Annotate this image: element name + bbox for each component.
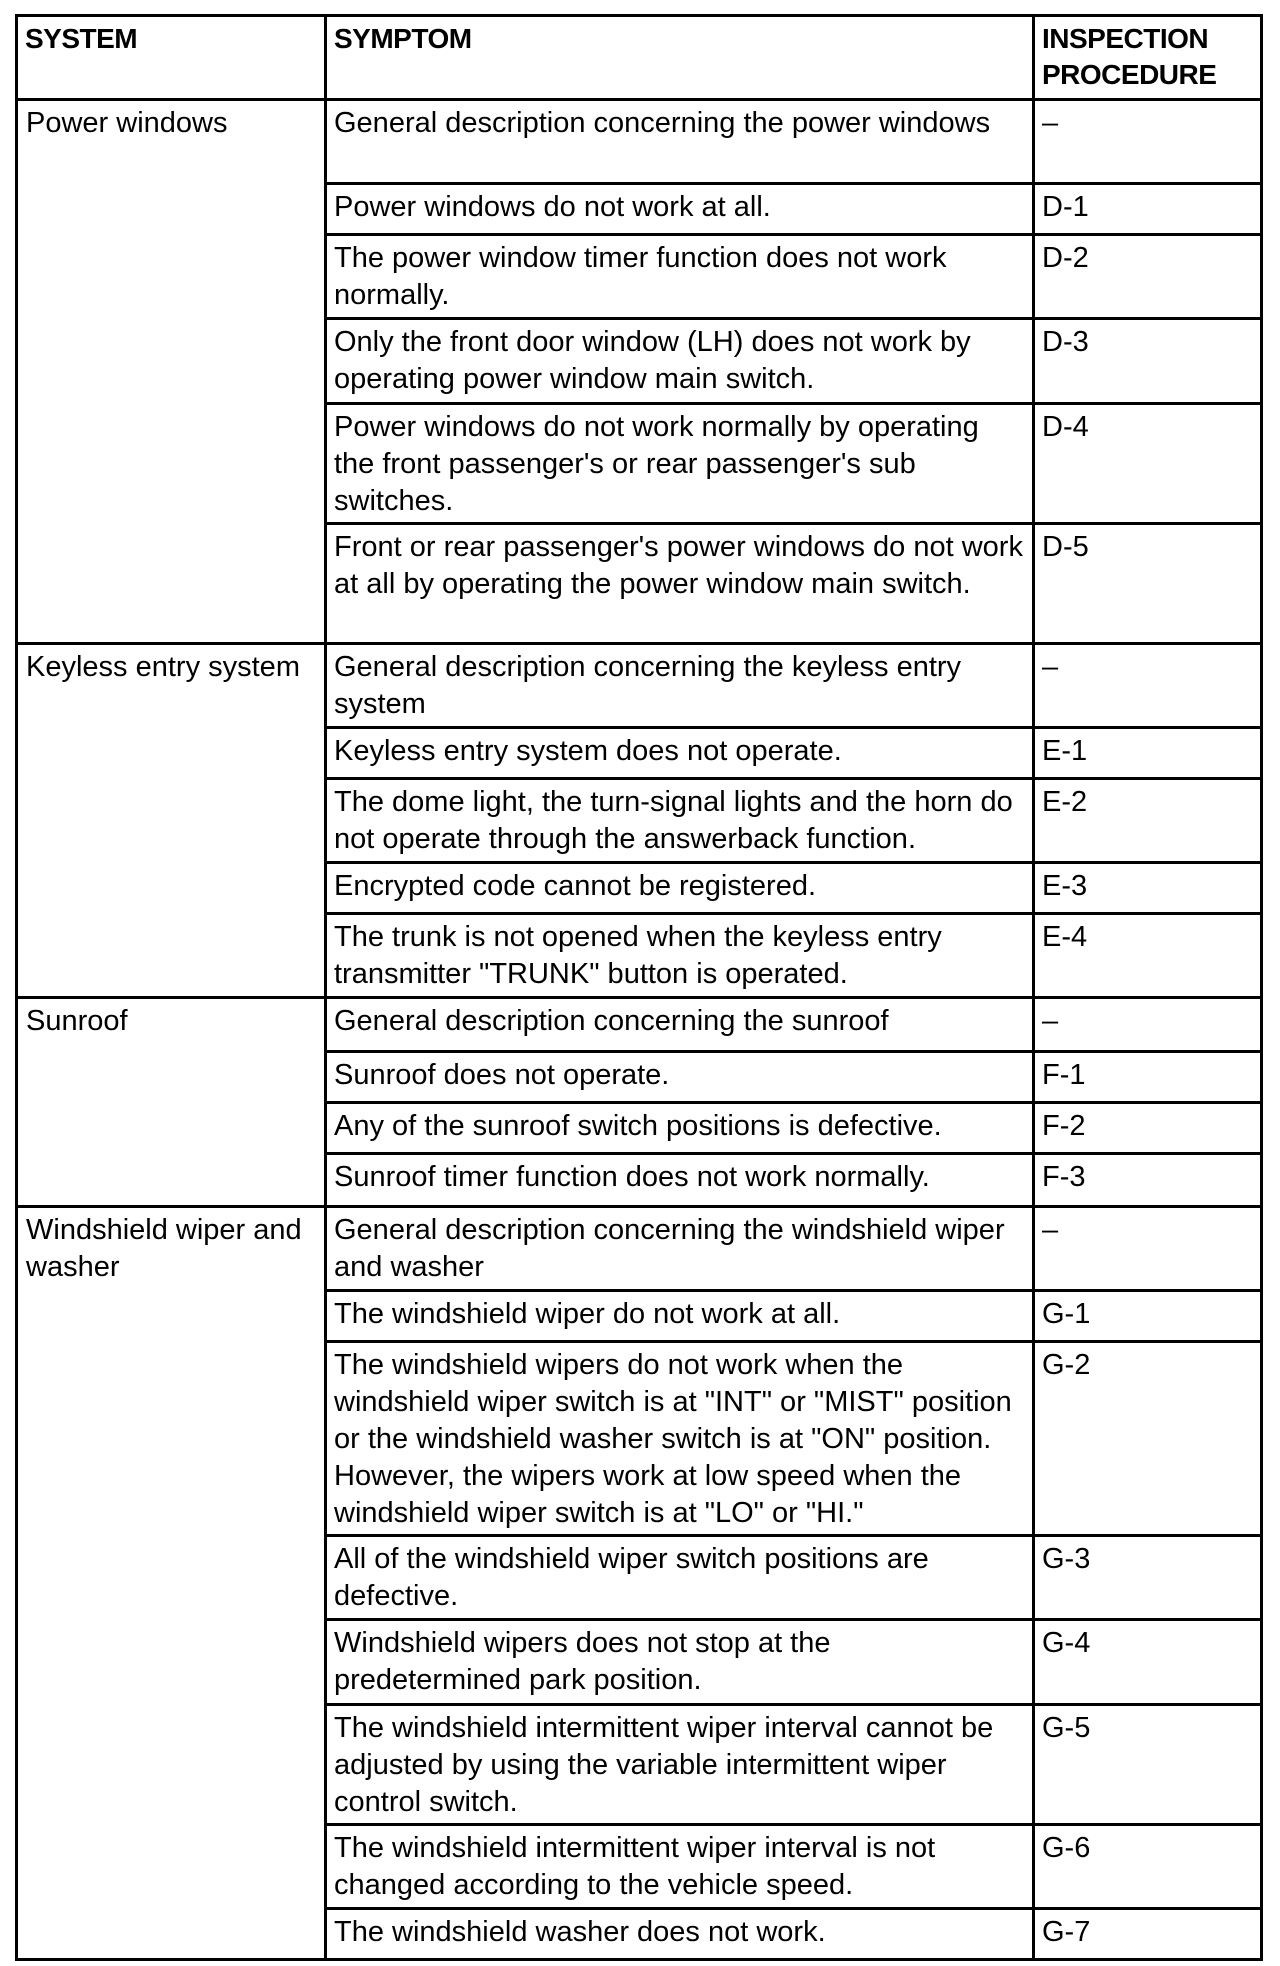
procedure-cell: E-3: [1034, 863, 1262, 914]
table-row: [17, 998, 1262, 1051]
symptom-cell: Any of the sunroof switch positions is defective.: [326, 1102, 1034, 1153]
system-cell: Keyless entry system: [17, 643, 326, 998]
header-system: SYSTEM: [17, 16, 326, 100]
symptom-cell: The windshield wipers do not work when the windshield wiper switch is at "INT" or "MIST" position or the windshield washer switch is at "ON" position. However, the wipers work at low speed when the windshield wiper switch is at "LO" or "HI.": [326, 1341, 1034, 1535]
procedure-cell: G-4: [1034, 1620, 1262, 1704]
symptom-cell: Keyless entry system does not operate.: [326, 728, 1034, 779]
procedure-cell: E-1: [1034, 728, 1262, 779]
symptom-cell: The windshield wiper do not work at all.: [326, 1290, 1034, 1341]
symptom-cell: All of the windshield wiper switch positions are defective.: [326, 1536, 1034, 1620]
procedure-cell: G-7: [1034, 1908, 1262, 1959]
symptom-cell: Sunroof timer function does not work normally.: [326, 1153, 1034, 1206]
table-row: [17, 643, 1262, 727]
table-body: [17, 16, 1262, 1960]
table-row: [17, 100, 1262, 184]
symptom-cell: Only the front door window (LH) does not work by operating power window main switch.: [326, 319, 1034, 403]
symptom-cell: General description concerning the sunroof: [326, 998, 1034, 1051]
procedure-cell: G-3: [1034, 1536, 1262, 1620]
procedure-cell: D-1: [1034, 184, 1262, 235]
procedure-cell: –: [1034, 1206, 1262, 1290]
table-row: [17, 1206, 1262, 1290]
procedure-cell: D-5: [1034, 523, 1262, 643]
procedure-cell: F-3: [1034, 1153, 1262, 1206]
symptom-cell: General description concerning the windshield wiper and washer: [326, 1206, 1034, 1290]
system-cell: Windshield wiper and washer: [17, 1206, 326, 1959]
procedure-cell: D-2: [1034, 235, 1262, 319]
procedure-cell: E-4: [1034, 914, 1262, 998]
procedure-cell: D-4: [1034, 403, 1262, 523]
symptom-cell: Windshield wipers does not stop at the predetermined park position.: [326, 1620, 1034, 1704]
procedure-cell: D-3: [1034, 319, 1262, 403]
symptom-cell: The trunk is not opened when the keyless entry transmitter "TRUNK" button is operated.: [326, 914, 1034, 998]
procedure-cell: G-5: [1034, 1704, 1262, 1824]
header-symptom: SYMPTOM: [326, 16, 1034, 100]
procedure-cell: G-6: [1034, 1824, 1262, 1908]
procedure-cell: E-2: [1034, 779, 1262, 863]
procedure-cell: –: [1034, 998, 1262, 1051]
symptom-cell: Power windows do not work normally by operating the front passenger's or rear passenger's sub switches.: [326, 403, 1034, 523]
symptom-cell: The windshield intermittent wiper interval cannot be adjusted by using the variable intermittent wiper control switch.: [326, 1704, 1034, 1824]
symptom-cell: Sunroof does not operate.: [326, 1051, 1034, 1102]
symptom-cell: Front or rear passenger's power windows do not work at all by operating the power window main switch.: [326, 523, 1034, 643]
symptom-cell: The power window timer function does not work normally.: [326, 235, 1034, 319]
header-row: [17, 16, 1262, 100]
procedure-cell: –: [1034, 643, 1262, 727]
symptom-cell: General description concerning the keyless entry system: [326, 643, 1034, 727]
procedure-cell: G-2: [1034, 1341, 1262, 1535]
system-cell: Sunroof: [17, 998, 326, 1206]
procedure-cell: –: [1034, 100, 1262, 184]
procedure-cell: F-1: [1034, 1051, 1262, 1102]
symptom-cell: Encrypted code cannot be registered.: [326, 863, 1034, 914]
procedure-cell: F-2: [1034, 1102, 1262, 1153]
symptom-cell: The dome light, the turn-signal lights and the horn do not operate through the answerback function.: [326, 779, 1034, 863]
symptom-cell: General description concerning the power windows: [326, 100, 1034, 184]
symptom-cell: The windshield washer does not work.: [326, 1908, 1034, 1959]
inspection-table: [15, 14, 1263, 1961]
procedure-cell: G-1: [1034, 1290, 1262, 1341]
symptom-cell: The windshield intermittent wiper interval is not changed according to the vehicle speed.: [326, 1824, 1034, 1908]
system-cell: Power windows: [17, 100, 326, 644]
header-procedure: INSPECTION PROCEDURE: [1034, 16, 1262, 100]
symptom-cell: Power windows do not work at all.: [326, 184, 1034, 235]
